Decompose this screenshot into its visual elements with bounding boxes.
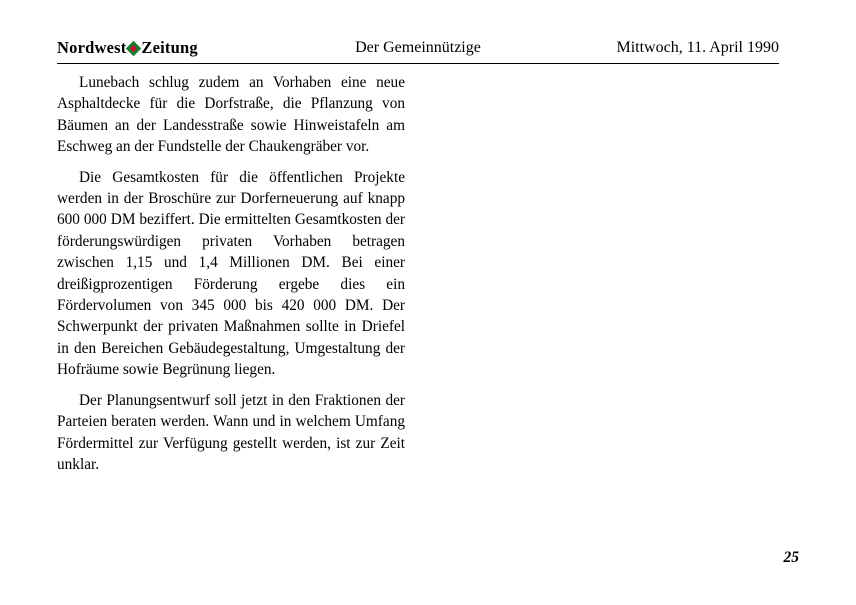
masthead-first-word: Nordwest — [57, 38, 127, 57]
header-date: Mittwoch, 11. April 1990 — [616, 39, 779, 56]
page-header — [57, 38, 779, 64]
header-divider — [57, 63, 779, 64]
article-paragraph: Lunebach schlug zudem an Vorhaben eine neue Asphaltdecke für die Dorfstraße, die Pflanzung von Bäumen an der Landesstraße sowie Hinweistafeln am Eschweg an der Fundstelle der Chaukengräber vor. — [57, 74, 405, 156]
article-paragraph: Die Gesamtkosten für die öffentlichen Projekte werden in der Broschüre zur Dorferneuerung auf knapp 600 000 DM beziffert. Die ermittelten Gesamtkosten der förderungswürdigen privaten Vorhaben betragen zwischen 1,15 und 1,4 Millionen DM. Bei einer dreißigprozentigen Förderung ergebe dies ein Fördervolumen von 345 000 bis 420 000 DM. Der Schwerpunkt der privaten Maßnahmen sollte in Driefel in den Bereichen Gebäudegestaltung, Umgestaltung der Hofräume sowie Begrünung liegen. — [57, 168, 405, 379]
masthead-second-word: Zeitung — [141, 38, 198, 57]
page-header-row — [57, 38, 779, 60]
page-number: 25 — [783, 549, 799, 566]
header-section-title: Der Gemeinnützige — [355, 39, 481, 56]
article-text-column — [57, 72, 405, 475]
article-paragraph: Der Planungsentwurf soll jetzt in den Fraktionen der Parteien beraten werden. Wann und in welchem Umfang Fördermittel zur Verfügung gestellt werden, ist zur Zeit unklar. — [57, 391, 405, 473]
